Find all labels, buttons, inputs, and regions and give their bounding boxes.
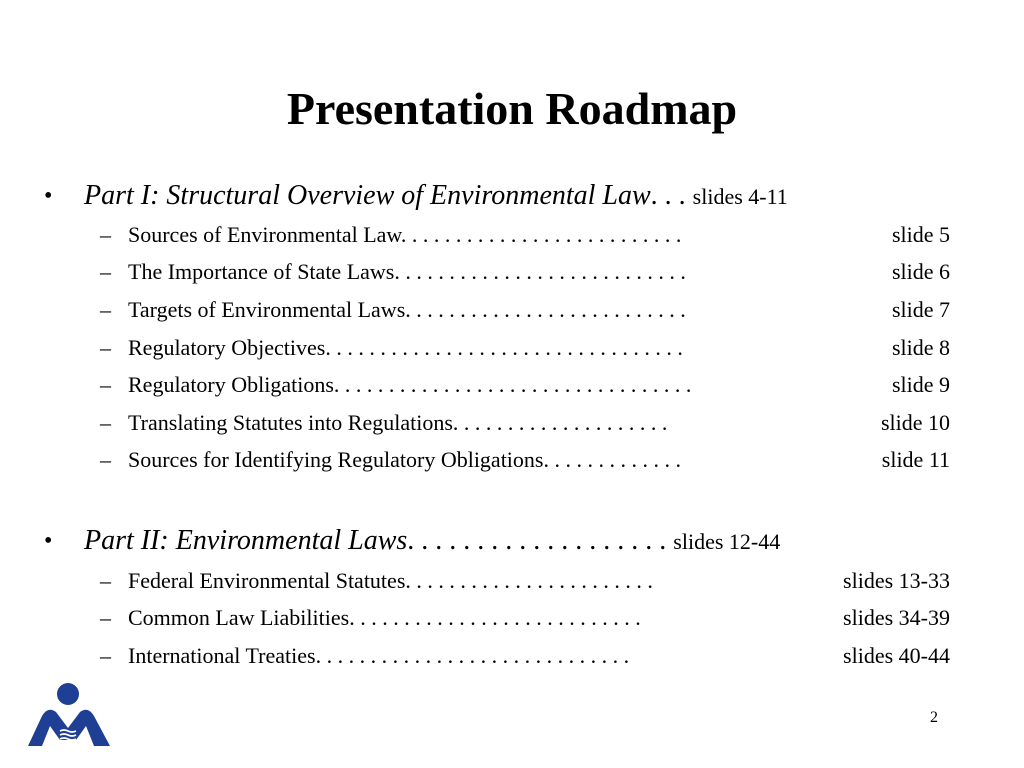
part-2-slides: slides 12-44	[673, 529, 781, 554]
part-2-heading	[44, 521, 949, 561]
dash: –	[100, 568, 111, 593]
list-item	[100, 369, 950, 401]
bullet: •	[44, 183, 53, 209]
dash: –	[100, 410, 111, 435]
list-item	[100, 219, 950, 251]
part-2-leader: . . . . . . . . . . . . . . . . . . .	[407, 525, 674, 556]
list-item-slides: slide 6	[891, 259, 950, 284]
list-item-label: Regulatory Obligations. . . . . . . . . . . . . . . . . . . . . . . . . . . . . . . . .	[128, 372, 692, 397]
list-item	[100, 444, 950, 476]
list-item-label: Regulatory Objectives. . . . . . . . . . . . . . . . . . . . . . . . . . . . . . . . .	[128, 335, 683, 360]
part-1-label: Part I: Structural Overview of Environmental Law	[84, 180, 651, 211]
list-item-slides: slide 5	[891, 222, 950, 247]
bullet: •	[44, 528, 53, 554]
list-item-slides: slide 9	[891, 372, 950, 397]
dash: –	[100, 447, 111, 472]
list-item-slides: slide 10	[880, 410, 950, 435]
list-item	[100, 294, 950, 326]
dash: –	[100, 259, 111, 284]
list-item	[100, 640, 950, 672]
list-item-slides: slides 40-44	[843, 643, 950, 668]
list-item	[100, 602, 950, 634]
list-item-slides: slide 7	[891, 297, 950, 322]
list-item-slides: slide 11	[881, 447, 950, 472]
list-item-label: Sources for Identifying Regulatory Obligations. . . . . . . . . . . . .	[128, 447, 681, 472]
list-item-label: Translating Statutes into Regulations. . . . . . . . . . . . . . . . . . . .	[128, 410, 668, 435]
page-number: 2	[930, 709, 938, 726]
dash: –	[100, 297, 111, 322]
dash: –	[100, 335, 111, 360]
list-item	[100, 407, 950, 439]
list-item-label: Federal Environmental Statutes. . . . . . . . . . . . . . . . . . . . . . .	[128, 568, 653, 593]
list-item	[100, 256, 950, 288]
organization-logo-icon	[26, 682, 112, 748]
list-item-label: Common Law Liabilities. . . . . . . . . . . . . . . . . . . . . . . . . . .	[128, 605, 641, 630]
list-item-label: International Treaties. . . . . . . . . . . . . . . . . . . . . . . . . . . . .	[128, 643, 630, 668]
dash: –	[100, 605, 111, 630]
dash: –	[100, 643, 111, 668]
list-item	[100, 332, 950, 364]
list-item-label: Targets of Environmental Laws. . . . . . . . . . . . . . . . . . . . . . . . . .	[128, 297, 686, 322]
part-1-heading	[44, 176, 949, 216]
dash: –	[100, 222, 111, 247]
slide-title: Presentation Roadmap	[286, 83, 738, 134]
list-item-label: Sources of Environmental Law. . . . . . . . . . . . . . . . . . . . . . . . . .	[128, 222, 682, 247]
list-item	[100, 565, 950, 597]
dash: –	[100, 372, 111, 397]
list-item-slides: slides 13-33	[843, 568, 950, 593]
part-1-leader: . . .	[650, 180, 693, 211]
part-2-label: Part II: Environmental Laws	[84, 525, 408, 556]
list-item-slides: slides 34-39	[843, 605, 950, 630]
list-item-slides: slide 8	[891, 335, 950, 360]
list-item-label: The Importance of State Laws. . . . . . . . . . . . . . . . . . . . . . . . . . .	[128, 259, 686, 284]
part-1-slides: slides 4-11	[692, 184, 788, 209]
